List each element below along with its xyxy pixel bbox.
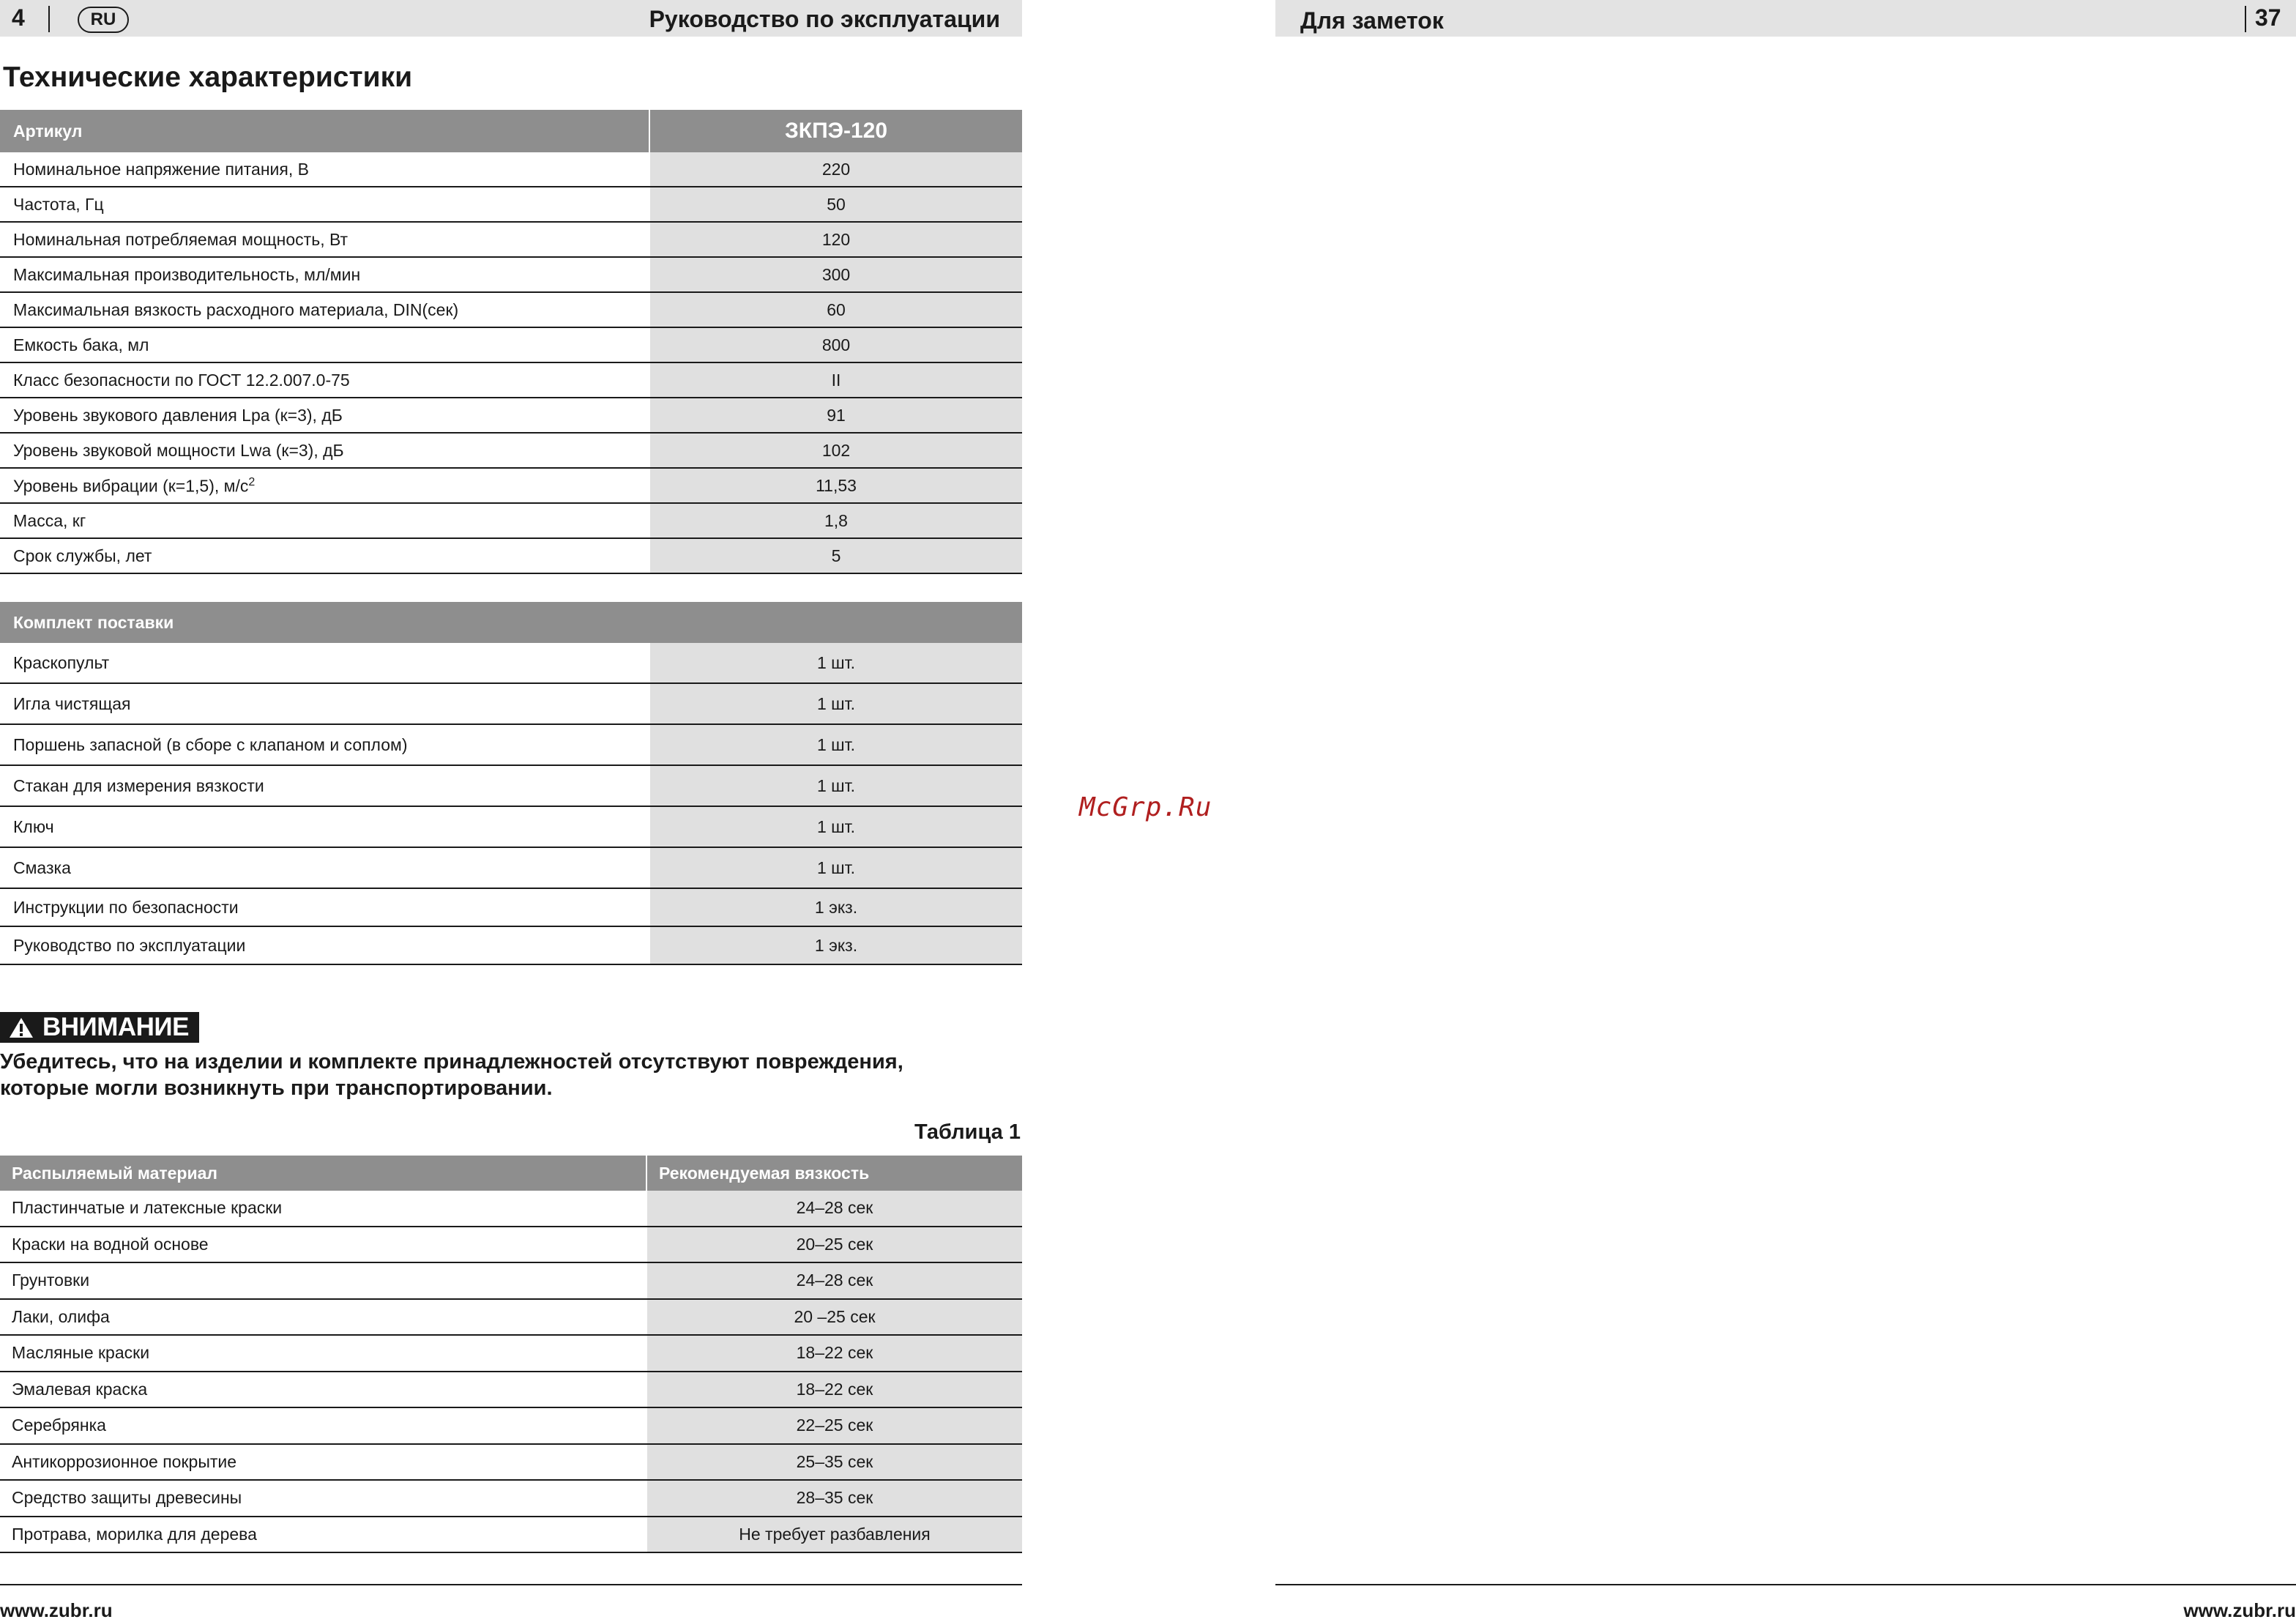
left-header-title: Руководство по эксплуатации <box>649 6 1000 32</box>
kit-row-value <box>650 725 1022 765</box>
spec-row-label <box>13 335 149 355</box>
viscosity-row-label <box>12 1235 209 1254</box>
right-footer-rule <box>1275 1584 2296 1585</box>
warning-badge <box>0 1012 199 1043</box>
value-text: II <box>831 371 841 390</box>
spec-row-label <box>13 511 86 531</box>
spec-row-value <box>650 152 1022 186</box>
value-text: 24–28 сек <box>796 1271 873 1290</box>
value-text: 91 <box>827 406 846 425</box>
viscosity-row-value <box>647 1408 1022 1443</box>
label-text: Класс безопасности по ГОСТ 12.2.007.0-75 <box>13 371 350 390</box>
label-text: Краски на водной основе <box>12 1234 209 1254</box>
right-page-number: 37 <box>2255 4 2281 31</box>
left-footer-link[interactable]: www.zubr.ru <box>0 1599 113 1621</box>
specs-head-value: ЗКПЭ-120 <box>784 119 888 143</box>
viscosity-row <box>0 1408 1022 1445</box>
viscosity-row <box>0 1300 1022 1336</box>
spec-row <box>0 363 1022 398</box>
spec-row-value <box>650 434 1022 467</box>
viscosity-table-header <box>0 1156 1022 1191</box>
label-text: Антикоррозионное покрытие <box>12 1451 237 1471</box>
kit-row-value <box>650 889 1022 926</box>
kit-row <box>0 927 1022 965</box>
spec-row-value <box>650 363 1022 397</box>
spec-row-value <box>650 539 1022 573</box>
spec-row-value <box>650 293 1022 327</box>
value-text: 1 экз. <box>814 898 858 917</box>
label-text: Лаки, олифа <box>12 1306 110 1326</box>
kit-table <box>0 602 1022 965</box>
viscosity-row-label <box>12 1380 147 1399</box>
label-text: Максимальная производительность, мл/мин <box>13 265 361 284</box>
value-text: 1 шт. <box>816 858 855 877</box>
value-text: Не требует разбавления <box>739 1524 931 1544</box>
spec-row <box>0 187 1022 223</box>
viscosity-row-value <box>647 1481 1022 1516</box>
kit-table-header <box>0 602 1022 643</box>
spec-row <box>0 328 1022 363</box>
label-text: Краскопульт <box>13 653 110 672</box>
value-text: 300 <box>821 265 851 284</box>
left-header-bar <box>0 0 1022 37</box>
warning-triangle-icon <box>9 1017 34 1038</box>
kit-head-label: Комплект поставки <box>13 613 174 632</box>
label-text: Номинальная потребляемая мощность, Вт <box>13 230 348 249</box>
label-text: Масляные краски <box>12 1343 150 1362</box>
value-text: 1 шт. <box>816 776 855 795</box>
right-footer-link[interactable]: www.zubr.ru <box>2183 1599 2296 1621</box>
kit-row-label <box>13 735 408 755</box>
value-text: 5 <box>831 546 841 565</box>
viscosity-rows <box>0 1191 1022 1553</box>
right-header-bar <box>1275 0 2296 37</box>
spec-row-label <box>13 265 360 285</box>
spec-row-value <box>650 258 1022 291</box>
kit-row <box>0 889 1022 927</box>
header-divider <box>48 6 50 32</box>
viscosity-row <box>0 1445 1022 1481</box>
viscosity-row <box>0 1191 1022 1227</box>
kit-row-label <box>13 817 54 837</box>
kit-row-label <box>13 858 71 878</box>
label-text: Уровень вибрации (к=1,5), м/с <box>13 476 249 496</box>
value-text: 18–22 сек <box>796 1379 873 1399</box>
viscosity-row-label <box>12 1452 236 1472</box>
viscosity-row-label <box>12 1307 110 1327</box>
specs-head-label: Артикул <box>13 122 83 141</box>
watermark: McGrp.Ru <box>1079 792 1212 822</box>
viscosity-row-value <box>647 1372 1022 1407</box>
spec-row <box>0 539 1022 574</box>
spec-row <box>0 223 1022 258</box>
spec-row-label <box>13 546 152 566</box>
column-divider <box>646 1156 647 1191</box>
kit-row-value <box>650 807 1022 847</box>
section-title: Технические характеристики <box>3 62 413 93</box>
spec-row <box>0 398 1022 434</box>
spec-row-value <box>650 328 1022 362</box>
label-text: Срок службы, лет <box>13 546 152 565</box>
viscosity-row <box>0 1517 1022 1554</box>
value-text: 28–35 сек <box>796 1488 873 1507</box>
viscosity-row-label <box>12 1525 257 1544</box>
label-text: Эмалевая краска <box>12 1379 148 1399</box>
value-text: 1 шт. <box>816 653 855 672</box>
label-text: Уровень звуковой мощности Lwa (к=3), дБ <box>13 441 344 460</box>
viscosity-row-label <box>12 1198 282 1218</box>
spec-row-label <box>13 300 458 320</box>
label-text: Максимальная вязкость расходного материала, DIN(сек) <box>13 300 459 319</box>
kit-row-label <box>13 694 131 714</box>
label-text: Пластинчатые и латексные краски <box>12 1198 283 1217</box>
viscosity-table <box>0 1156 1022 1553</box>
kit-rows <box>0 643 1022 965</box>
spec-row-label <box>13 371 350 390</box>
header-divider <box>2245 6 2246 32</box>
value-text: 1 экз. <box>814 936 858 955</box>
label-text: Уровень звукового давления Lpa (к=3), дБ <box>13 406 343 425</box>
viscosity-head-value: Рекомендуемая вязкость <box>659 1164 870 1183</box>
label-text: Стакан для измерения вязкости <box>13 776 264 795</box>
warning-line-1: Убедитесь, что на изделии и комплекте принадлежностей отсутствуют повреждения, <box>0 1050 903 1074</box>
value-text: 120 <box>821 230 851 249</box>
value-text: 24–28 сек <box>796 1198 873 1217</box>
value-text: 20 –25 сек <box>794 1306 876 1326</box>
viscosity-row-value <box>647 1517 1022 1552</box>
kit-row-value <box>650 766 1022 806</box>
value-text: 1 шт. <box>816 817 855 836</box>
specs-rows <box>0 152 1022 574</box>
label-text: Средство защиты древесины <box>12 1488 242 1507</box>
value-text: 1 шт. <box>816 735 855 754</box>
spec-row-value <box>650 398 1022 432</box>
spec-row <box>0 258 1022 293</box>
kit-row-label: Руководство по эксплуатации <box>13 936 246 955</box>
specs-table <box>0 110 1022 574</box>
kit-row-label: Инструкции по безопасности <box>13 898 239 917</box>
spec-row <box>0 152 1022 187</box>
label-text: Смазка <box>13 858 71 877</box>
viscosity-row <box>0 1372 1022 1409</box>
viscosity-head-label: Распыляемый материал <box>12 1164 218 1183</box>
label-text: Грунтовки <box>12 1271 90 1290</box>
right-header-title: Для заметок <box>1300 7 1444 34</box>
kit-row <box>0 725 1022 766</box>
value-text: 50 <box>827 195 846 214</box>
warning-badge-text: ВНИМАНИЕ <box>42 1013 189 1041</box>
label-text: Масса, кг <box>13 511 86 530</box>
label-text: Протрава, морилка для дерева <box>12 1524 257 1544</box>
kit-row <box>0 848 1022 889</box>
viscosity-row <box>0 1481 1022 1517</box>
kit-row-value <box>650 684 1022 723</box>
viscosity-row-value <box>647 1191 1022 1226</box>
spec-row-label <box>13 230 348 250</box>
label-text: Частота, Гц <box>13 195 104 214</box>
kit-row <box>0 807 1022 848</box>
spec-row-value <box>650 223 1022 256</box>
language-badge: RU <box>78 7 129 33</box>
viscosity-row-label <box>12 1488 242 1508</box>
kit-row-value <box>650 643 1022 682</box>
left-page-number: 4 <box>12 4 25 31</box>
viscosity-row <box>0 1227 1022 1264</box>
label-text: Поршень запасной (в сборе с клапаном и соплом) <box>13 735 408 754</box>
viscosity-row-label <box>12 1271 89 1290</box>
spec-row-label <box>13 441 344 461</box>
value-text: 25–35 сек <box>796 1451 873 1471</box>
viscosity-row-value <box>647 1336 1022 1371</box>
value-text: 102 <box>821 441 851 460</box>
value-text: 11,53 <box>816 476 857 495</box>
spec-row-label <box>13 195 104 215</box>
label-text: Серебрянка <box>12 1415 106 1435</box>
value-text: 1 шт. <box>816 694 855 713</box>
viscosity-row-value <box>647 1445 1022 1480</box>
spec-row-value <box>650 469 1022 502</box>
spec-row <box>0 434 1022 469</box>
kit-row-value <box>650 927 1022 964</box>
kit-row <box>0 643 1022 684</box>
value-text: 20–25 сек <box>796 1234 873 1254</box>
value-text: 22–25 сек <box>796 1415 873 1435</box>
label-text: Игла чистящая <box>13 694 131 713</box>
specs-table-header <box>0 110 1022 152</box>
viscosity-row <box>0 1336 1022 1372</box>
spec-row <box>0 293 1022 328</box>
spec-row-value <box>650 187 1022 221</box>
viscosity-row-value <box>647 1227 1022 1262</box>
viscosity-row <box>0 1263 1022 1300</box>
viscosity-row-label <box>12 1343 149 1363</box>
kit-row-value <box>650 848 1022 888</box>
value-text: 220 <box>821 160 851 179</box>
kit-row-label <box>13 653 109 673</box>
table-caption: Таблица 1 <box>914 1120 1021 1144</box>
spec-row-label <box>13 476 255 496</box>
spec-row <box>0 504 1022 539</box>
spec-row-value <box>650 504 1022 537</box>
value-text: 18–22 сек <box>796 1343 873 1362</box>
kit-row-label <box>13 776 264 796</box>
left-footer-rule <box>0 1584 1022 1585</box>
spec-row-label <box>13 406 343 425</box>
warning-text <box>0 1049 1022 1101</box>
value-text: 1,8 <box>824 511 848 530</box>
label-text: Ключ <box>13 817 54 836</box>
label-text: Емкость бака, мл <box>13 335 149 354</box>
spec-row-label <box>13 160 309 179</box>
kit-row <box>0 684 1022 725</box>
kit-row <box>0 766 1022 807</box>
value-text: 800 <box>821 335 851 354</box>
warning-line-2: которые могли возникнуть при транспортировании. <box>0 1076 553 1100</box>
spec-row <box>0 469 1022 504</box>
viscosity-row-value <box>647 1263 1022 1298</box>
viscosity-row-label <box>12 1415 106 1435</box>
label-text: Номинальное напряжение питания, В <box>13 160 309 179</box>
unit-superscript: 2 <box>248 476 256 488</box>
value-text: 60 <box>827 300 846 319</box>
viscosity-row-value <box>647 1300 1022 1335</box>
